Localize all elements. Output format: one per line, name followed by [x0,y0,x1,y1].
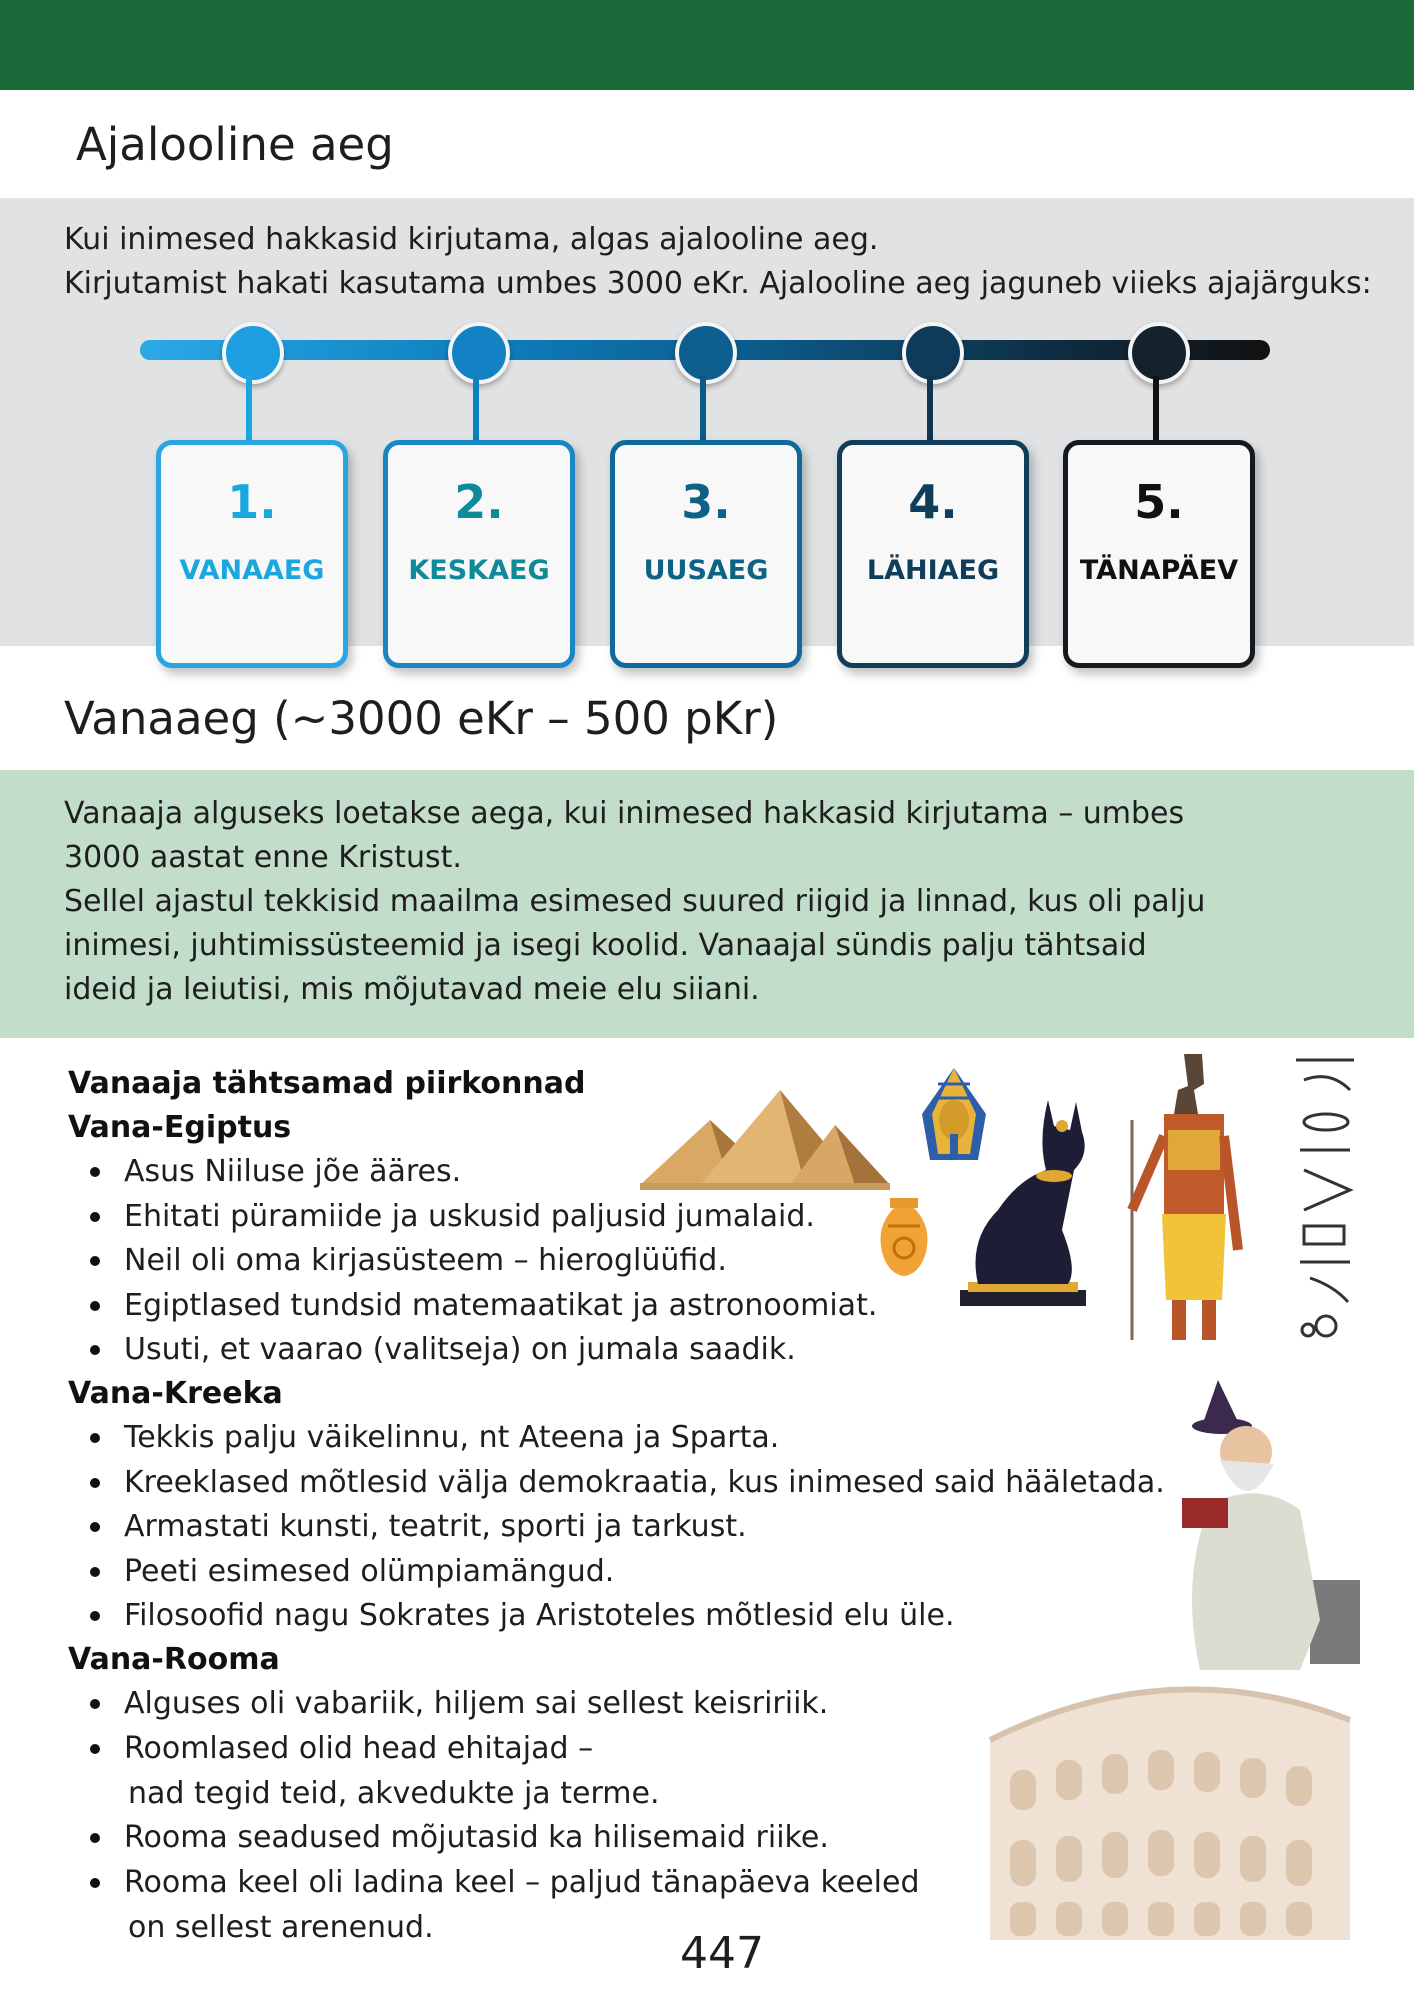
list-item: Rooma keel oli ladina keel – paljud tänapäeva keeled [68,1861,920,1906]
era-card-vanaaeg [156,440,348,668]
era-label: KESKAEG [408,555,550,586]
list-item: Rooma seadused mõjutasid ka hilisemaid riike. [68,1816,920,1861]
hieroglyphs-icon [1290,1050,1364,1350]
region-title-rome: Vana-Rooma [68,1642,280,1677]
rome-list [68,1682,828,1771]
era-number: 3. [681,475,731,529]
era-label: UUSAEG [643,555,769,586]
region-title-egypt: Vana-Egiptus [68,1110,292,1145]
vase-icon [872,1196,936,1280]
colosseum-icon [970,1680,1370,1950]
timeline-stem [927,376,933,440]
section-title: Vanaaeg (~3000 eKr – 500 pKr) [64,692,779,745]
list-item: Tekkis palju väikelinnu, nt Ateena ja Sparta. [68,1416,1165,1461]
description-line: inimesi, juhtimissüsteemid ja isegi koolid. Vanaajal sündis palju tähtsaid [64,928,1147,963]
intro-line: Kirjutamist hakati kasutama umbes 3000 eKr. Ajalooline aeg jaguneb viieks ajajärguks: [64,266,1372,301]
list-item: Neil oli oma kirjasüsteem – hieroglüüfid. [68,1239,877,1284]
timeline-stem [700,376,706,440]
timeline-dot [1128,322,1190,384]
era-card-lahiaeg [837,440,1029,668]
list-item: Asus Niiluse jõe ääres. [68,1150,877,1195]
greece-list [68,1416,1165,1639]
rome-list-2 [68,1816,920,1905]
description-line: Sellel ajastul tekkisid maailma esimesed suured riigid ja linnad, kus oli palju [64,884,1206,919]
era-label: TÄNAPÄEV [1079,555,1239,586]
era-card-keskaeg [383,440,575,668]
timeline-dot [902,322,964,384]
page-title: Ajalooline aeg [76,118,394,171]
era-card-tanapaev [1063,440,1255,668]
list-item: Armastati kunsti, teatrit, sporti ja tarkust. [68,1505,1165,1550]
intro-line: Kui inimesed hakkasid kirjutama, algas ajalooline aeg. [64,222,879,257]
list-item: Egiptlased tundsid matemaatikat ja astronoomiat. [68,1284,877,1329]
list-item: Ehitati püramiide ja uskusid paljusid jumalaid. [68,1195,877,1240]
list-item-continuation: nad tegid teid, akvedukte ja terme. [128,1776,660,1811]
era-number: 5. [1134,475,1184,529]
description-line: Vanaaja alguseks loetakse aega, kui inimesed hakkasid kirjutama – umbes [64,796,1185,831]
list-item: Filosoofid nagu Sokrates ja Aristoteles mõtlesid elu üle. [68,1594,1165,1639]
era-label: LÄHIAEG [866,555,1000,586]
regions-heading: Vanaaja tähtsamad piirkonnad [68,1066,586,1101]
list-item-continuation: on sellest arenenud. [128,1910,434,1945]
era-number: 2. [454,475,504,529]
timeline-stem [1153,376,1159,440]
philosopher-icon [1180,1380,1370,1680]
era-number: 4. [908,475,958,529]
era-card-uusaeg [610,440,802,668]
timeline-dot [448,322,510,384]
page-number: 447 [680,1928,764,1979]
timeline-dot [222,322,284,384]
description-line: ideid ja leiutisi, mis mõjutavad meie elu siiani. [64,972,760,1007]
era-number: 1. [227,475,277,529]
cat-statue-icon [958,1090,1098,1310]
description-line: 3000 aastat enne Kristust. [64,840,462,875]
region-title-greece: Vana-Kreeka [68,1376,283,1411]
timeline-stem [246,376,252,440]
timeline-stem [473,376,479,440]
era-label: VANAAEG [179,555,325,586]
list-item: Kreeklased mõtlesid välja demokraatia, kus inimesed said hääletada. [68,1461,1165,1506]
egyptian-god-icon [1118,1050,1258,1350]
list-item: Usuti, et vaarao (valitseja) on jumala saadik. [68,1328,877,1373]
timeline-dot [675,322,737,384]
list-item: Peeti esimesed olümpiamängud. [68,1550,1165,1595]
pyramids-icon [640,1080,890,1190]
list-item: Roomlased olid head ehitajad – [68,1727,828,1772]
list-item: Alguses oli vabariik, hiljem sai sellest keisririik. [68,1682,828,1727]
